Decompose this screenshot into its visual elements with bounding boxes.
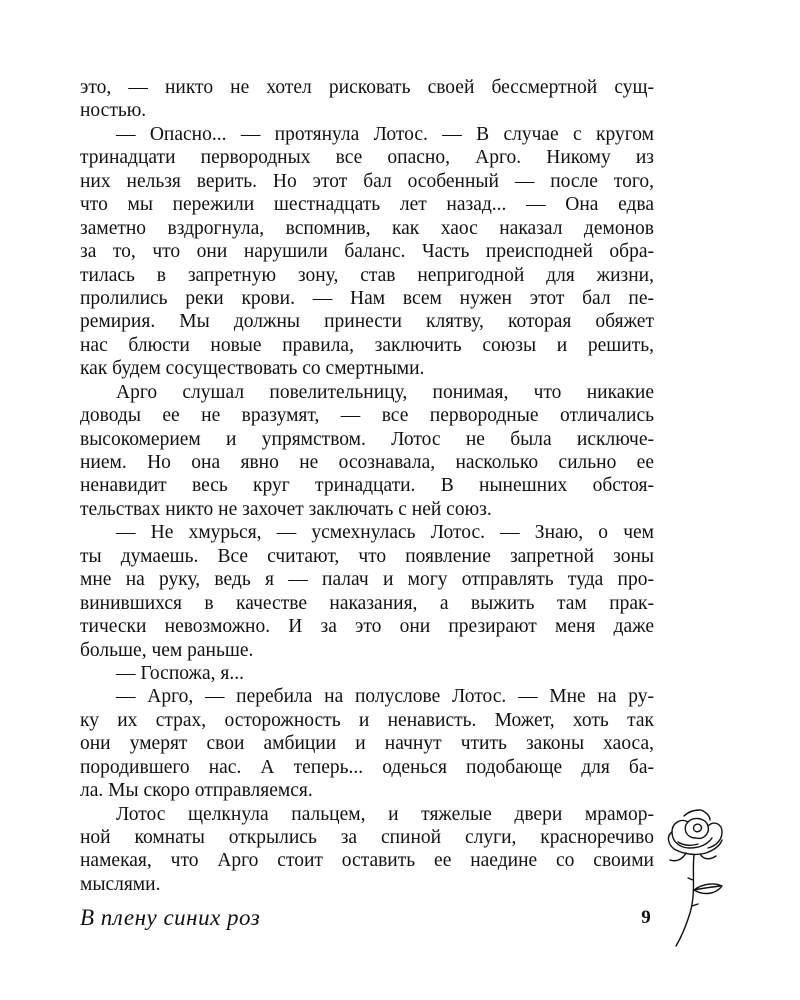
text-line: они умерят свои амбиции и начнут чтить законы хаоса, [80,733,654,755]
text-line: намекая, что Арго стоит оставить ее наедине со своими [80,850,654,872]
text-line: ной комнаты открылись за спиной слуги, красноречиво [80,827,654,848]
text-line: ностью. [80,100,147,122]
text-line: нием. Но она явно не осознавала, насколько сильно ее [80,452,654,473]
text-line: — Опасно... — протянула Лотос. — В случае с кругом [116,123,654,145]
text-line: ла. Мы скоро отправляемся. [80,780,313,802]
text-line: винившихся в качестве наказания, а выжить там прак- [80,592,654,614]
text-line: больше, чем раньше. [80,639,254,661]
text-line: доводы ее не вразумят, — все первородные отличались [80,405,654,427]
text-line: Лотос щелкнула пальцем, и тяжелые двери мрамор- [116,803,654,825]
text-line: нас блюсти новые правила, заключить союзы и решить, [80,334,654,356]
text-line: заметно вздрогнула, вспомнив, как хаос наказал демонов [80,217,654,239]
text-line: за то, что они нарушили баланс. Часть преисподней обра- [80,241,654,263]
text-line: — Арго, — перебила на полуслове Лотос. — Мне на ру- [116,686,654,708]
text-line: ремирия. Мы должны принести клятву, которая обяжет [80,311,654,333]
text-line: ненавидит весь круг тринадцати. В нынешних обстоя- [80,475,654,497]
text-line: ку их страх, осторожность и ненависть. Может, хоть так [80,709,654,731]
text-line: них нельзя верить. Но этот бал особенный — после того, [80,170,654,192]
text-line: — Госпожа, я... [116,662,244,684]
body-text [80,76,654,896]
text-line: мыслями. [80,873,161,895]
text-line: мне на руку, ведь я — палач и могу отправлять туда про- [80,569,654,591]
text-line: тринадцати первородных все опасно, Арго. Никому из [80,147,654,169]
text-line: породившего нас. А теперь... оденься подобающе для ба- [80,756,654,778]
rose-icon [656,798,736,948]
text-line: пролились реки крови. — Нам всем нужен этот бал пе- [80,287,654,309]
text-line: тилась в запретную зону, став непригодной для жизни, [80,264,654,286]
text-line: тельствах никто не захочет заключать с ней союз. [80,498,492,520]
text-line: это, — никто не хотел рисковать своей бессмертной сущ- [80,77,654,98]
text-line: ты думаешь. Все считают, что появление запретной зоны [80,545,654,567]
text-line: как будем сосуществовать со смертными. [80,358,425,380]
text-line: Арго слушал повелительницу, понимая, что никакие [116,381,654,403]
text-line: тически невозможно. И за это они презирают меня даже [80,616,654,638]
page-number: 9 [641,907,651,928]
text-line: что мы пережили шестнадцать лет назад... — Она едва [80,194,654,216]
running-title: В плену синих роз [80,905,261,930]
text-line: высокомерием и упрямством. Лотос не была исключе- [80,428,654,450]
text-line: — Не хмурься, — усмехнулась Лотос. — Знаю, о чем [116,522,654,544]
